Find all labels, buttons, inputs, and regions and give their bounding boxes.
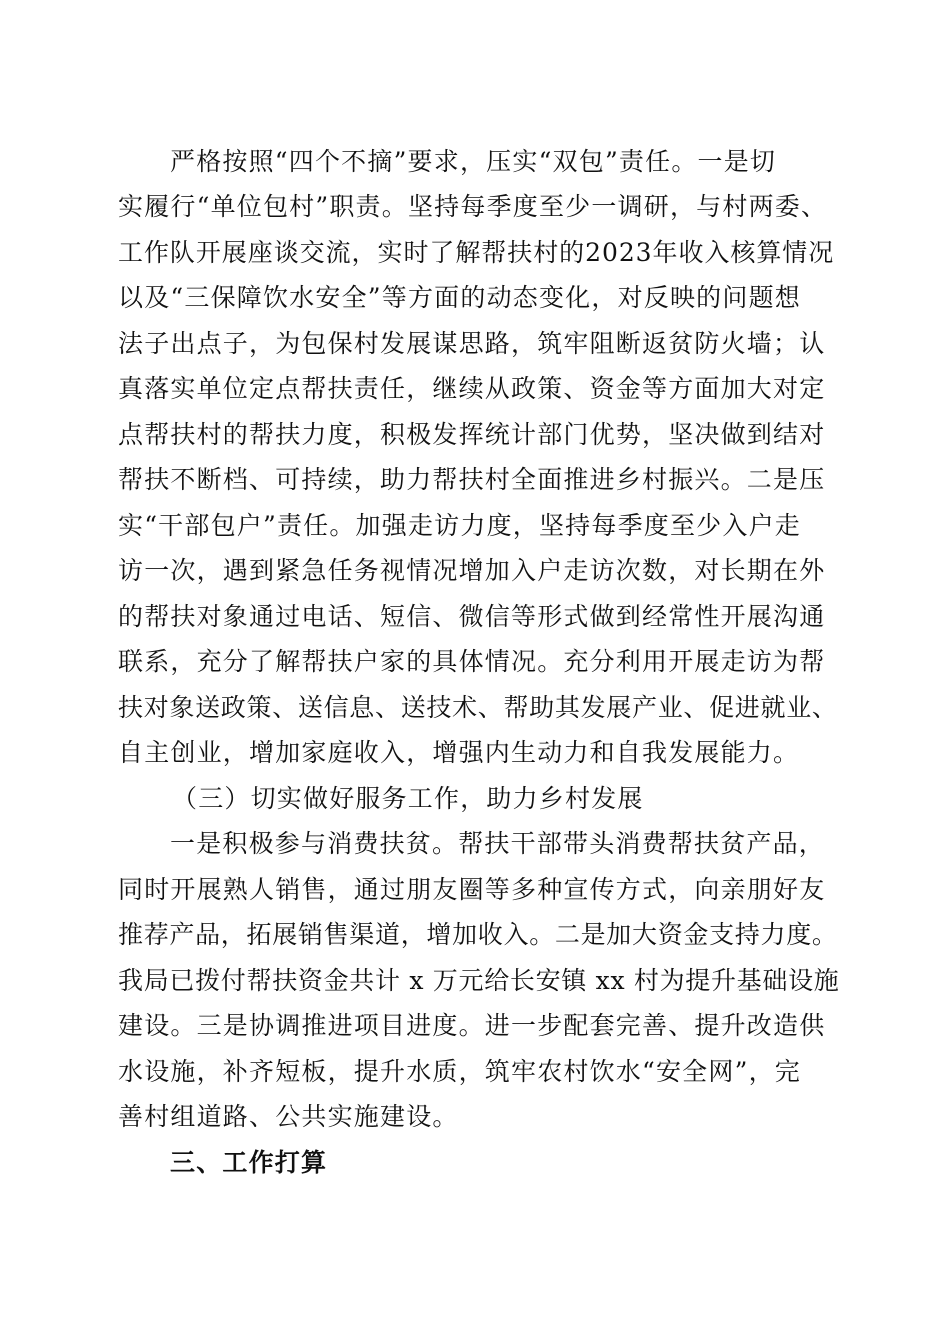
paragraph-2-line-1: 一是积极参与消费扶贫。帮扶干部带头消费帮扶贫产品， <box>170 829 826 858</box>
paragraph-2-line-3: 推荐产品，拓展销售渠道，增加收入。二是加大资金支持力度。 <box>118 920 838 949</box>
paragraph-1-line-14: 自主创业，增加家庭收入，增强内生动力和自我发展能力。 <box>118 738 800 767</box>
paragraph-1-line-9: 实“干部包户”责任。加强走访力度，坚持每季度至少入户走 <box>118 511 801 540</box>
subheading-3: （三）切实做好服务工作，助力乡村发展 <box>172 784 644 813</box>
paragraph-1-line-11: 的帮扶对象通过电话、短信、微信等形式做到经常性开展沟通 <box>118 602 826 631</box>
paragraph-2-line-5: 建设。三是协调推进项目进度。进一步配套完善、提升改造供 <box>118 1011 826 1040</box>
paragraph-1-line-12: 联系，充分了解帮扶户家的具体情况。充分利用开展走访为帮 <box>118 647 826 676</box>
paragraph-1-line-5: 法子出点子，为包保村发展谋思路，筑牢阻断返贫防火墙；认 <box>118 329 826 358</box>
paragraph-1-line-4: 以及“三保障饮水安全”等方面的动态变化，对反映的问题想 <box>118 283 801 312</box>
paragraph-1-line-7: 点帮扶村的帮扶力度，积极发挥统计部门优势，坚决做到结对 <box>118 420 826 449</box>
paragraph-1-line-13: 扶对象送政策、送信息、送技术、帮助其发展产业、促进就业、 <box>118 693 838 722</box>
paragraph-1-line-8: 帮扶不断档、可持续，助力帮扶村全面推进乡村振兴。二是压 <box>118 465 826 494</box>
paragraph-1-line-10: 访一次，遇到紧急任务视情况增加入户走访次数，对长期在外 <box>118 556 826 585</box>
section-heading-3: 三、工作打算 <box>170 1148 328 1177</box>
paragraph-2-line-6: 水设施，补齐短板，提升水质，筑牢农村饮水“安全网”，完 <box>118 1057 801 1086</box>
paragraph-1-line-1: 严格按照“四个不摘”要求，压实“双包”责任。一是切 <box>170 147 777 176</box>
paragraph-1-line-2: 实履行“单位包村”职责。坚持每季度至少一调研，与村两委、 <box>118 192 828 221</box>
paragraph-1-line-6: 真落实单位定点帮扶责任，继续从政策、资金等方面加大对定 <box>118 374 826 403</box>
paragraph-1-line-3: 工作队开展座谈交流，实时了解帮扶村的2023年收入核算情况 <box>118 238 835 267</box>
paragraph-2-line-7: 善村组道路、公共实施建设。 <box>118 1102 459 1131</box>
paragraph-2-line-4: 我局已拨付帮扶资金共计 x 万元给长安镇 xx 村为提升基础设施 <box>118 966 840 995</box>
paragraph-2-line-2: 同时开展熟人销售，通过朋友圈等多种宣传方式，向亲朋好友 <box>118 875 826 904</box>
